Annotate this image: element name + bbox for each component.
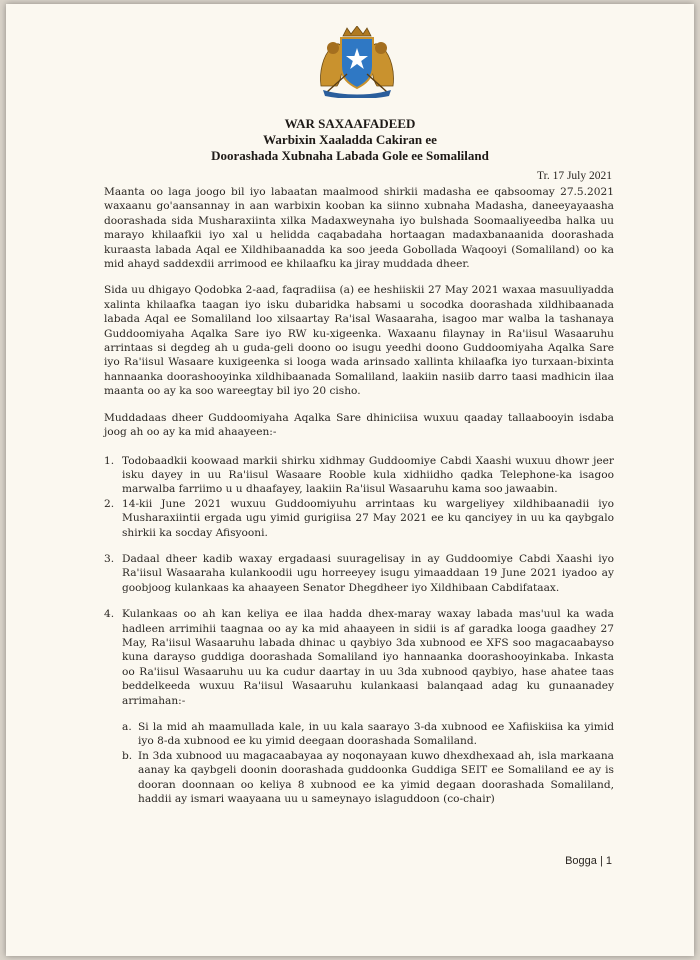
list-number: 3. <box>104 552 115 565</box>
page-number: Bogga | 1 <box>565 855 612 867</box>
document-subtitle-2: Doorashada Xubnaha Labada Gole ee Somaliland <box>211 148 489 163</box>
sublist-item-text: Si la mid ah maamullada kale, in uu kala saarayo 3-da xubnood ee Xafiiskiisa ka yimid iyo 8-da xubnood ee ku yimid deegaan doorashada Somaliland. <box>138 721 614 748</box>
document-heading <box>6 116 694 164</box>
list-item-text: Dadaal dheer kadib waxay ergadaasi suuragelisay in ay Guddoomiye Cabdi Xaashi iyo Ra'iisul Wasaaraha kulankoodii ugu horreeyey isugu yimaaddaan 19 June 2021 iyadoo ay goobjoog kulankaas ka ahaayeen Senator Dhegdheer iyo Xildhibaan Cabdifataax. <box>122 552 614 594</box>
document-date: Tr. 17 July 2021 <box>537 170 612 182</box>
paragraph-steps-intro: Muddadaas dheer Guddoomiyaha Aqalka Sare dhiniciisa wuxuu qaaday tallaabooyin isdaba joog ah oo ay ka mid ahaayeen:- <box>104 411 614 439</box>
document-body <box>104 185 614 806</box>
list-item-text: 14-kii June 2021 wuxuu Guddoomiyuhu arrintaas ku wargeliyey xildhibaanadii iyo Musharaxiintii ergada ugu yimid gurigiisa 27 May 2021 ee ku qanciyey in uu ka qaybgalo shirkii ka socday Afisyooni. <box>122 497 614 539</box>
list-item <box>104 552 614 595</box>
lettered-sublist <box>122 720 614 806</box>
sublist-item <box>122 749 614 807</box>
sublist-item <box>122 720 614 749</box>
numbered-list <box>104 454 614 807</box>
list-item <box>104 607 614 806</box>
list-number: 4. <box>104 608 115 621</box>
list-number: 1. <box>104 454 115 467</box>
list-item <box>104 497 614 540</box>
list-item-text: Todobaadkii koowaad markii shirku xidhmay Guddoomiye Cabdi Xaashi wuxuu dhowr jeer isku dayey in uu Ra'iisul Wasaare Rooble kula xidhiidho qadka Telephone-ka isagoo marwalba farriimo u u dhaafayey, laakiin Ra'iisul Wasaaruhu kama soo jawaabin. <box>122 454 614 496</box>
sublist-letter: a. <box>122 721 132 733</box>
list-item-text: Kulankaas oo ah kan keliya ee ilaa hadda dhex-maray waxay labada mas'uul ka wada hadleen arrimihii taagnaa oo ay ka mid ahaayeen in sidii is af garadka looga gaadhey 27 May, Ra'iisul Wasaaruhu labada dhinac u qaybiyo 3da xubnood ee XFS soo magacaabayso kuna darayso guddiga doorashada Somaliland iyo hannaanka doorashooyinkaba. Inkasta oo Ra'iisul Wasaaruhu uu ka cudur daartay in uu 3da xubnood qaybiyo, hase ahatee taas beddelkeeda wuxuu Ra'iisul Wasaaruhu kulankaasi balanqaad adag ku gunaanadey arrimahan:- <box>122 608 614 707</box>
list-number: 2. <box>104 497 115 510</box>
sublist-letter: b. <box>122 749 133 762</box>
paragraph-article: Sida uu dhigayo Qodobka 2-aad, faqradiisa (a) ee heshiiskii 27 May 2021 waxaa masuuliyadda xalinta khilaafka taagan iyo isku dubaridka habsami u socodka doorashada xildhibaanada labada Aqal ee Somaliland loo xilsaartay Ra'isal Wasaaraha, isagoo mar walba la tashanaya Guddoomiyaha Aqalka Sare iyo RW ku-xigeenka. Waxaanu filaynay in Ra'iisul Wasaaruhu arrintaas si degdeg ah u guda-geli doono oo isugu yeedhi doono Guddoomiyaha Aqalka Sare iyo Ra'iisul Wasaare kuxigeenka si looga wada arinsado xallinta khilaafka iyo turxaan-bixinta hannaanka doorashooyinka xildhibaanada Somaliland, laakiin nasiib darro taasi madhicin ilaa maanta oo ay ka soo wareegtay bil iyo 20 cisho. <box>104 284 614 398</box>
document-subtitle-1: Warbixin Xaaladda Cakiran ee <box>263 132 437 147</box>
document-title: WAR SAXAAFADEED <box>284 116 416 131</box>
list-item <box>104 454 614 497</box>
somalia-coat-of-arms-icon <box>313 26 401 98</box>
sublist-item-text: In 3da xubnood uu magacaabayaa ay noqonayaan kuwo dhexdhexaad ah, isla markaana aanay ka qaybgeli doonin doorashada guddoonka Guddiga SEIT ee Somaliland ee ay is dooran doonnaan oo keliya 8 xubnood ee ka yimid degaan doorashada Somaliland, haddii ay ismari waayaana uu u sameynayo islaguddoon (co-chair) <box>138 749 614 806</box>
document-page <box>6 4 694 956</box>
paragraph-intro: Maanta oo laga joogo bil iyo labaatan maalmood shirkii madasha ee qabsoomay 27.5.2021 waxaanu go'aansannay in aan warbixin kooban ka siinno xubnaha Madasha, daneeyayaasha doorashada sida Musharaxiinta xilka Madaxweynaha iyo bulshada Soomaaliyeedba halka uu marayo khilaafkii iyo xal u helidda caqabadaha hortaagan madaxbanaanida doorashada kuraasta labada Aqal ee Xildhibaanadda ka soo jeeda Gobollada Waqooyi (Somaliland) oo ka mid ahayd saddexdii arrimood ee khilaafku ka jiray muddada dheer. <box>104 186 614 271</box>
